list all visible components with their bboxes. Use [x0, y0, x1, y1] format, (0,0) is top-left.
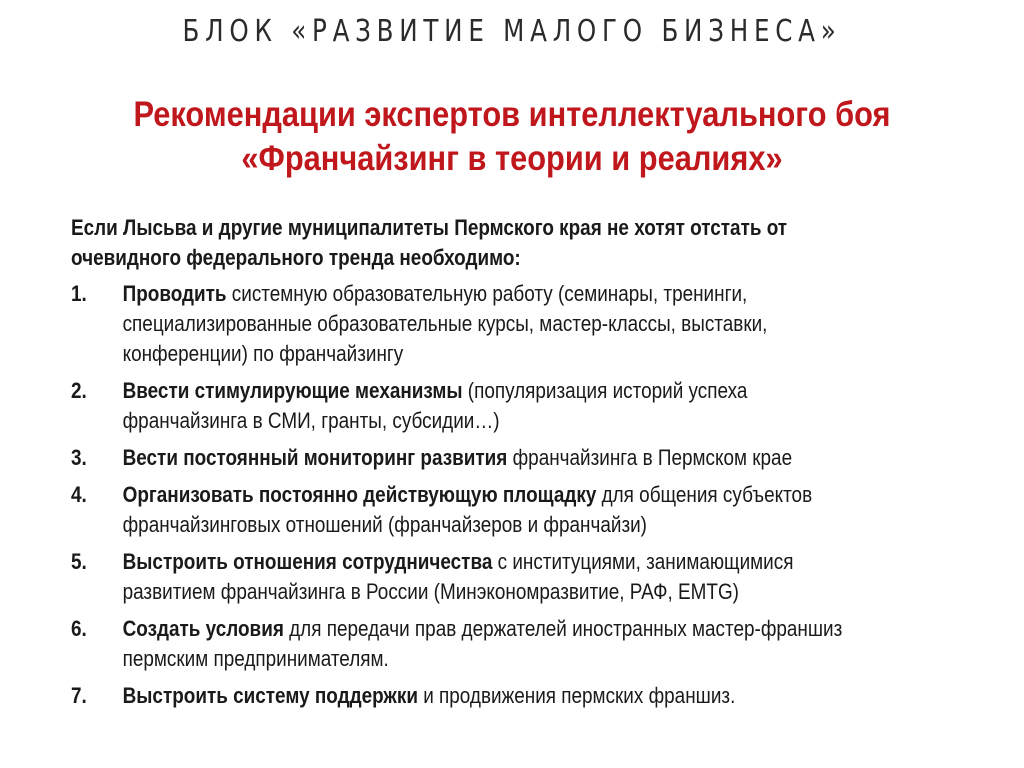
- item-number: 4.: [71, 482, 87, 507]
- item-line: [123, 443, 992, 473]
- item-bold-text: Выстроить отношения сотрудничества: [122, 549, 493, 574]
- slide-content: [71, 213, 991, 718]
- intro-line-1: Если Лысьва и другие муниципалитеты Пермского края не хотят отстать от: [71, 215, 788, 240]
- slide-title-line-1: Рекомендации экспертов интеллектуального боя: [133, 95, 891, 134]
- item-number: 5.: [71, 549, 87, 574]
- item-bold-text: Проводить: [122, 281, 227, 306]
- item-text: с институциями, занимающимися: [492, 549, 794, 574]
- item-text: системную образовательную работу (семинары, тренинги,: [226, 281, 748, 306]
- item-number: 2.: [71, 378, 87, 403]
- item-line: франчайзинговых отношений (франчайзеров и франчайзи): [122, 512, 647, 537]
- item-text: франчайзинга в Пермском крае: [507, 445, 793, 470]
- item-number: 1.: [71, 281, 87, 306]
- item-line: [123, 681, 992, 711]
- item-number: 3.: [71, 445, 87, 470]
- item-bold-text: Выстроить систему поддержки: [122, 683, 418, 708]
- item-text: для передачи прав держателей иностранных мастер-франшиз: [283, 616, 843, 641]
- list-item-2: [71, 376, 991, 436]
- item-line: [123, 480, 992, 510]
- item-text: (популяризация историй успеха: [462, 378, 748, 403]
- recommendations-list: [71, 279, 991, 711]
- list-item-1: [71, 279, 991, 369]
- slide-title: [79, 93, 945, 181]
- item-bold-text: Вести постоянный мониторинг развития: [122, 445, 508, 470]
- item-line: франчайзинга в СМИ, гранты, субсидии…): [122, 408, 500, 433]
- item-line: специализированные образовательные курсы, мастер-классы, выставки,: [122, 311, 768, 336]
- block-header: БЛОК «РАЗВИТИЕ МАЛОГО БИЗНЕСА»: [182, 14, 842, 49]
- intro-line-2: очевидного федерального тренда необходимо:: [71, 245, 521, 270]
- item-bold-text: Ввести стимулирующие механизмы: [122, 378, 463, 403]
- item-line: пермским предпринимателям.: [122, 646, 389, 671]
- list-item-6: [71, 614, 991, 674]
- item-text: для общения субъектов: [596, 482, 813, 507]
- item-text: и продвижения пермских франшиз.: [417, 683, 736, 708]
- item-line: [123, 376, 992, 406]
- item-number: 6.: [71, 616, 87, 641]
- item-line: конференции) по франчайзингу: [122, 341, 404, 366]
- item-bold-text: Создать условия: [122, 616, 284, 641]
- item-bold-text: Организовать постоянно действующую площадку: [122, 482, 597, 507]
- item-line: развитием франчайзинга в России (Минэкономразвитие, РАФ, EMTG): [122, 579, 739, 604]
- item-line: [123, 279, 992, 309]
- item-number: 7.: [71, 683, 87, 708]
- intro-paragraph: [71, 213, 811, 273]
- list-item-7: [71, 681, 991, 711]
- list-item-5: [71, 547, 991, 607]
- item-line: [123, 614, 992, 644]
- list-item-3: [71, 443, 991, 473]
- slide-title-line-2: «Франчайзинг в теории и реалиях»: [241, 139, 783, 178]
- list-item-4: [71, 480, 991, 540]
- item-line: [123, 547, 992, 577]
